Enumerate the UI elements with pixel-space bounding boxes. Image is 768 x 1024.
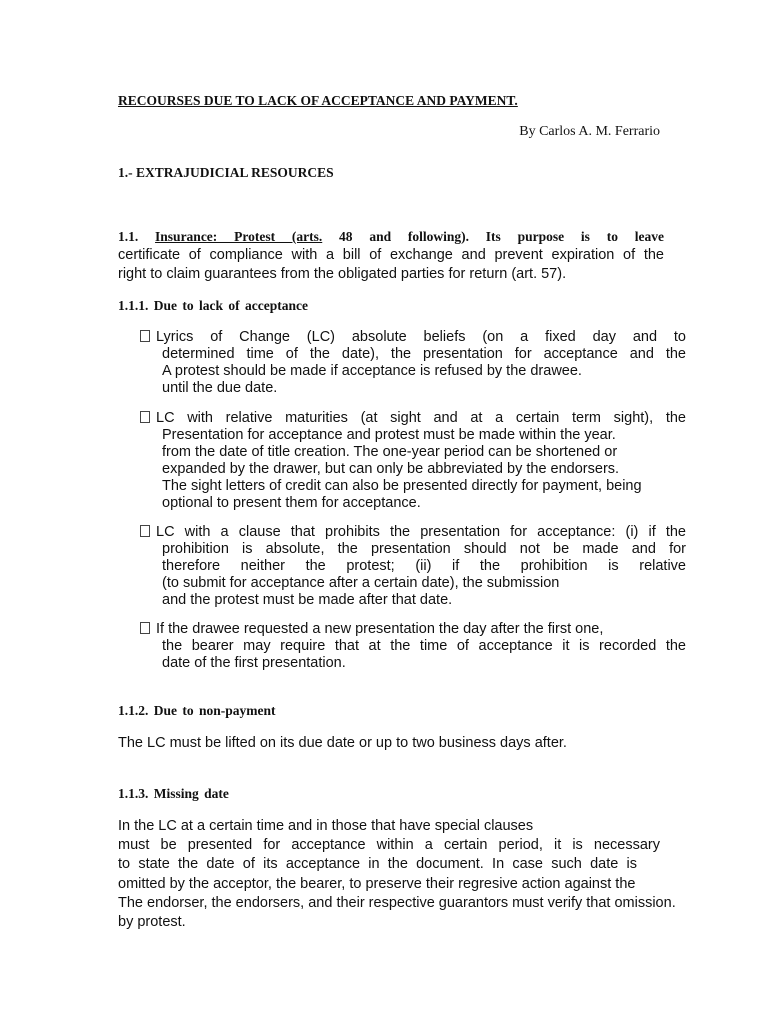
bullet-line: and the protest must be made after that date. — [162, 592, 453, 608]
paragraph-line: In the LC at a certain time and in those that have special clauses — [118, 818, 534, 834]
bullet-line: Presentation for acceptance and protest must be made within the year. — [162, 427, 616, 443]
bullet-line: (to submit for acceptance after a certain date), the submission — [162, 575, 560, 591]
bullet-line: the bearer may require that at the time of acceptance it is recorded the — [162, 638, 686, 654]
document-title: RECOURSES DUE TO LACK OF ACCEPTANCE AND PAYMENT. — [118, 93, 518, 108]
bullet-box-icon — [140, 622, 150, 634]
bullet-item — [140, 524, 686, 609]
bullet-line: prohibition is absolute, the presentation should not be made and for — [162, 541, 686, 557]
section-1-1-2-paragraph — [118, 734, 664, 753]
bullet-box-icon — [140, 411, 150, 423]
bullet-line: The sight letters of credit can also be presented directly for payment, being — [162, 478, 642, 494]
bullet-line: A protest should be made if acceptance is refused by the drawee. — [162, 363, 582, 379]
paragraph-line: must be presented for acceptance within a certain period, it is necessary — [118, 837, 660, 854]
paragraph-line: omitted by the acceptor, the bearer, to preserve their regresive action against the — [118, 875, 636, 892]
section-heading-1-1-3: 1.1.3. Missing date — [118, 786, 229, 801]
bullet-item — [140, 410, 686, 512]
bullet-box-icon — [140, 330, 150, 342]
section-1-1-heading-line: 1.1. Insurance: Protest (arts. 48 and following). Its purpose is to leave — [118, 229, 664, 244]
bullet-line: expanded by the drawer, but can only be abbreviated by the endorsers. — [162, 461, 620, 477]
bullet-first-line: LC with a clause that prohibits the presentation for acceptance: (i) if the — [140, 524, 686, 541]
paragraph-line: by protest. — [118, 914, 186, 931]
bullet-line: from the date of title creation. The one-year period can be shortened or — [162, 444, 618, 460]
section-heading-1-1-2: 1.1.2. Due to non-payment — [118, 703, 276, 718]
bullet-first-line: If the drawee requested a new presentation the day after the first one, — [140, 621, 686, 638]
bullet-line: determined time of the date), the presentation for acceptance and the — [162, 346, 686, 362]
paragraph-line: The LC must be lifted on its due date or up to two business days after. — [118, 735, 567, 751]
section-heading-1: 1.- EXTRAJUDICIAL RESOURCES — [118, 165, 334, 180]
paragraph-line: The endorser, the endorsers, and their respective guarantors must verify that omission. — [118, 894, 676, 911]
bullet-line: until the due date. — [162, 380, 278, 396]
document-author: By Carlos A. M. Ferrario — [519, 124, 660, 139]
bullet-first-line: LC with relative maturities (at sight and at a certain term sight), the — [140, 410, 686, 427]
bullet-box-icon — [140, 525, 150, 537]
section-heading-1-1-1: 1.1.1. Due to lack of acceptance — [118, 298, 308, 313]
bullet-item — [140, 621, 686, 672]
paragraph-line: certificate of compliance with a bill of exchange and prevent expiration of the — [118, 247, 664, 263]
section-1-1-3-paragraph — [118, 817, 688, 932]
bullet-item — [140, 329, 686, 397]
paragraph-line: right to claim guarantees from the obligated parties for return (art. 57). — [118, 266, 567, 282]
bullet-line: therefore neither the protest; (ii) if the prohibition is relative — [162, 558, 686, 574]
bullet-first-line: Lyrics of Change (LC) absolute beliefs (on a fixed day and to — [140, 329, 686, 346]
bullet-line: optional to present them for acceptance. — [162, 495, 421, 511]
bullet-line: date of the first presentation. — [162, 655, 346, 671]
section-1-1-paragraph — [118, 227, 664, 284]
paragraph-line: to state the date of its acceptance in the document. In case such date is — [118, 856, 637, 873]
